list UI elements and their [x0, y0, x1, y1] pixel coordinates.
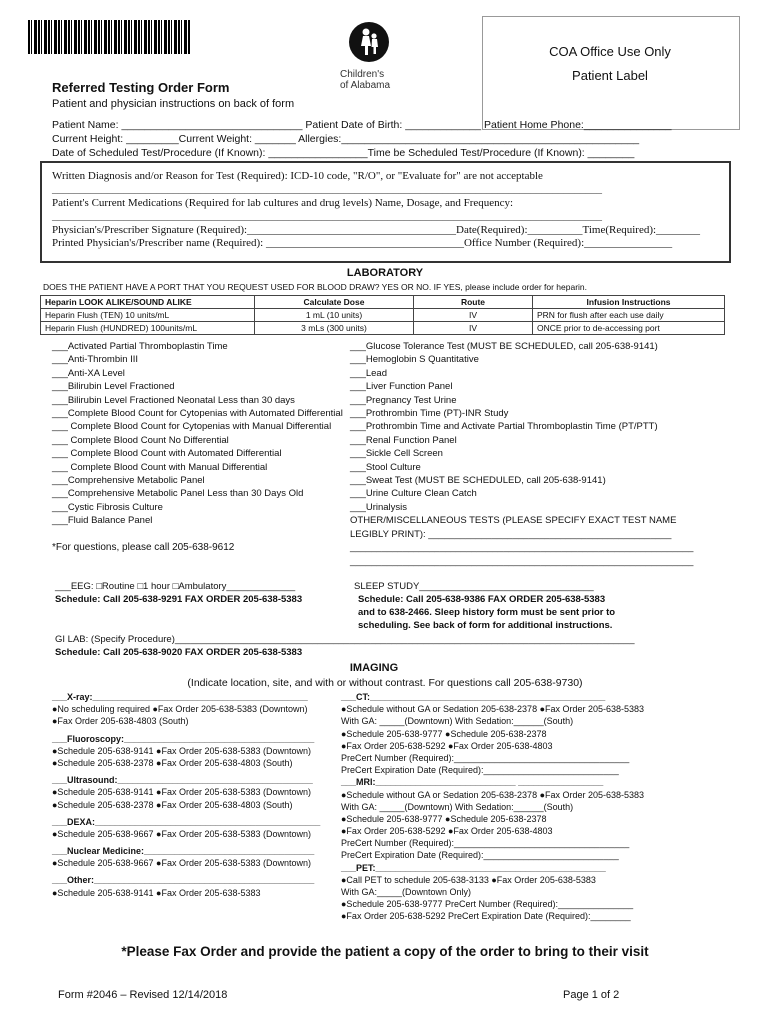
imaging-info-line: ●Schedule 205-638-9777 ●Schedule 205-638-2378 [341, 728, 547, 739]
logo-line-2: of Alabama [340, 80, 391, 91]
imaging-info-line: ●Schedule without GA or Sedation 205-638-2378 ●Fax Order 205-638-5383 [341, 789, 645, 800]
lab-test-item[interactable]: LEGIBLY PRINT): ______________________________________________ [350, 528, 672, 540]
lab-test-item[interactable]: ___Glucose Tolerance Test (MUST BE SCHEDULED, call 205-638-9141) [350, 341, 658, 352]
form-subtitle: Patient and physician instructions on back of form [52, 98, 295, 110]
imaging-order-field[interactable]: ___CT:_______________________________________________ [341, 692, 606, 702]
imaging-info-line: PreCert Number (Required):___________________________________ [341, 752, 630, 763]
imaging-info-line: PreCert Expiration Date (Required):___________________________ [341, 850, 619, 861]
table-header-row [41, 296, 725, 309]
lab-test-item[interactable]: ___Prothrombin Time and Activate Partial Thromboplastin Time (PT/PTT) [350, 421, 658, 433]
lab-test-item[interactable]: ___ Complete Blood Count with Manual Differential [52, 461, 268, 473]
table-cell: 1 mL (10 units) [255, 309, 414, 322]
lab-test-item[interactable]: ___Bilirubin Level Fractioned [52, 381, 175, 393]
table-header: Route [414, 296, 533, 309]
patient-info-line-2[interactable]: Current Height: _________Current Weight: _______ Allergies:___________________________________________________ [52, 133, 640, 145]
lab-test-item[interactable]: OTHER/MISCELLANEOUS TESTS (PLEASE SPECIFY EXACT TEST NAME [350, 515, 677, 527]
lab-test-item[interactable]: ___Pregnancy Test Urine [350, 394, 457, 406]
page-number: Page 1 of 2 [563, 989, 620, 1001]
imaging-info-line: ●No scheduling required ●Fax Order 205-638-5383 (Downtown) [52, 704, 308, 715]
laboratory-heading: LABORATORY [346, 267, 424, 279]
lab-test-item[interactable]: ___Urine Culture Clean Catch [350, 488, 477, 500]
imaging-info-line: ●Schedule 205-638-2378 ●Fax Order 205-638-4803 (South) [52, 757, 293, 768]
imaging-order-field[interactable]: ___Ultrasound:_______________________________________ [52, 775, 313, 786]
lab-test-item[interactable]: ___Renal Function Panel [350, 434, 457, 446]
lab-test-item[interactable]: ___Liver Function Panel [350, 381, 453, 393]
patient-info-line-3[interactable]: Date of Scheduled Test/Procedure (If Known): _________________Time be Scheduled Test/Procedure (If Known): ________ [52, 147, 635, 159]
lab-test-item[interactable]: ___ Complete Blood Count with Automated Differential [52, 448, 282, 460]
logo-text [340, 69, 410, 91]
imaging-info-line: ●Schedule 205-638-9141 ●Fax Order 205-638-5383 [52, 887, 261, 898]
lab-test-item[interactable]: ___Lead [350, 367, 387, 379]
table-cell: ONCE prior to de-accessing port [533, 322, 725, 335]
imaging-info-line: ●Schedule without GA or Sedation 205-638-2378 ●Fax Order 205-638-5383 [341, 704, 645, 715]
imaging-info-line: PreCert Expiration Date (Required):___________________________ [341, 765, 619, 776]
imaging-info-line: With GA: _____(Downtown) With Sedation:______(South) [341, 801, 574, 812]
signature-field[interactable]: Physician's/Prescriber Signature (Required):______________________________________Date(Required):__________Time(Required):________ [52, 224, 701, 236]
imaging-order-field[interactable]: ___Other:____________________________________________ [52, 875, 315, 886]
imaging-info-line: ●Schedule 205-638-9141 ●Fax Order 205-638-5383 (Downtown) [52, 787, 312, 798]
imaging-info-line: ●Call PET to schedule 205-638-3133 ●Fax Order 205-638-5383 [341, 874, 596, 885]
table-header: Infusion Instructions [533, 296, 725, 309]
imaging-order-field[interactable]: ___PET:______________________________________________ [341, 862, 606, 873]
imaging-order-field[interactable]: ___MRI:____________________________ _________________ [341, 777, 604, 788]
logo-line-1: Children's [340, 69, 385, 80]
patient-label: Patient Label [572, 68, 648, 83]
lab-test-item[interactable]: ___Comprehensive Metabolic Panel Less than 30 Days Old [52, 488, 304, 500]
imaging-info-line: PreCert Number (Required):___________________________________ [341, 838, 630, 849]
eeg-schedule: Schedule: Call 205-638-9291 FAX ORDER 205-638-5383 [55, 594, 303, 605]
imaging-heading: IMAGING [349, 662, 399, 674]
eeg-line[interactable]: ___EEG: □Routine □1 hour □Ambulatory_____________ [55, 581, 296, 592]
diagnosis-field[interactable]: Written Diagnosis and/or Reason for Test (Required): ICD-10 code, "R/O", or "Evaluate for" are not acceptable [52, 170, 543, 182]
imaging-order-field[interactable]: ___Fluoroscopy:______________________________________ [52, 733, 315, 744]
patient-info-line-1[interactable]: Patient Name: _______________________________ Patient Date of Birth: _____________ Patient Home Phone:_______________ [52, 119, 672, 131]
lab-test-item[interactable]: ___Sickle Cell Screen [350, 448, 443, 460]
lab-test-item[interactable]: _________________________________________________________________ [350, 542, 694, 554]
lab-test-item[interactable]: ___Urinalysis [350, 501, 408, 513]
gi-lab-line[interactable]: GI LAB: (Specify Procedure)_______________________________________________________________________________________ [55, 634, 635, 645]
lab-test-item[interactable]: ___Cystic Fibrosis Culture [52, 501, 163, 513]
lab-test-item[interactable]: ___Complete Blood Count for Cytopenias with Automated Differential [52, 408, 343, 420]
imaging-order-field[interactable]: ___X-ray:___________________________________________ [52, 692, 308, 702]
barcode [28, 20, 190, 54]
imaging-right-column [341, 691, 644, 923]
lab-test-item[interactable]: ___ Complete Blood Count No Differential [52, 434, 229, 446]
imaging-info-line: ●Schedule 205-638-9667 ●Fax Order 205-638-5383 (Downtown) [52, 828, 312, 839]
imaging-info-line: ●Fax Order 205-638-5292 ●Fax Order 205-638-4803 [341, 740, 553, 751]
lab-test-item[interactable]: ___Activated Partial Thromboplastin Time [52, 341, 228, 352]
imaging-info-line: With GA:_____(Downtown Only) [341, 887, 472, 897]
table-cell: 3 mLs (300 units) [255, 322, 414, 335]
table-cell: Heparin Flush (TEN) 10 units/mL [41, 309, 255, 322]
sleep-schedule-3: scheduling. See back of form for additional instructions. [358, 620, 613, 631]
table-row [41, 322, 725, 335]
table-cell: IV [414, 322, 533, 335]
medications-blank: ____________________________________________________________________________________________________ [52, 210, 602, 222]
medications-field[interactable]: Patient's Current Medications (Required for lab cultures and drug levels) Name, Dosage, and Frequency: [52, 197, 514, 209]
imaging-info-line: ●Schedule 205-638-9777 ●Schedule 205-638-2378 [341, 813, 547, 824]
imaging-info-line: ●Schedule 205-638-9777 PreCert Number (Required):_______________ [341, 899, 634, 910]
table-row [41, 309, 725, 322]
sleep-schedule-1: Schedule: Call 205-638-9386 FAX ORDER 205-638-5383 [358, 594, 606, 605]
table-header: Heparin LOOK ALIKE/SOUND ALIKE [41, 296, 255, 309]
lab-test-item[interactable]: ___Anti-XA Level [52, 367, 125, 379]
imaging-order-field[interactable]: ___Nuclear Medicine:__________________________________ [52, 846, 315, 857]
table-cell: PRN for flush after each use daily [533, 309, 725, 322]
gi-schedule: Schedule: Call 205-638-9020 FAX ORDER 205-638-5383 [55, 647, 303, 658]
imaging-info-line: ●Fax Order 205-638-4803 (South) [52, 716, 189, 727]
form-title: Referred Testing Order Form [52, 80, 230, 95]
lab-test-item[interactable]: ___ Complete Blood Count for Cytopenias with Manual Differential [52, 421, 332, 433]
table-cell: IV [414, 309, 533, 322]
heparin-table [40, 295, 725, 335]
imaging-info-line: ●Schedule 205-638-9667 ●Fax Order 205-638-5383 (Downtown) [52, 858, 312, 869]
printed-name-field[interactable]: Printed Physician's/Prescriber name (Required): ____________________________________Office Number (Required):________________ [52, 237, 673, 249]
lab-test-item[interactable]: ___Stool Culture [350, 461, 421, 473]
sleep-study-line[interactable]: SLEEP STUDY_________________________________ [354, 581, 594, 592]
imaging-info-line: ●Fax Order 205-638-5292 PreCert Expiration Date (Required):________ [341, 911, 631, 922]
sleep-schedule-2: and to 638-2466. Sleep history form must be sent prior to [358, 607, 616, 618]
fax-order-notice: *Please Fax Order and provide the patient a copy of the order to bring to their visit [121, 944, 649, 959]
right-test-list [350, 340, 693, 568]
lab-test-item[interactable]: _________________________________________________________________ [350, 555, 694, 567]
lab-test-item[interactable]: ___Bilirubin Level Fractioned Neonatal Less than 30 days [52, 394, 295, 406]
childrens-logo-icon [349, 22, 389, 62]
lab-test-item[interactable]: ___Sweat Test (MUST BE SCHEDULED, call 205-638-9141) [350, 475, 606, 487]
lab-test-item[interactable]: ___Comprehensive Metabolic Panel [52, 475, 205, 487]
form-number: Form #2046 – Revised 12/14/2018 [58, 989, 228, 1001]
questions-phone: *For questions, please call 205-638-9612 [52, 542, 235, 553]
lab-test-item[interactable]: ___Anti-Thrombin III [52, 354, 139, 366]
imaging-info-line: With GA: _____(Downtown) With Sedation:______(South) [341, 716, 574, 727]
coa-title: COA Office Use Only [549, 44, 671, 59]
port-question: DOES THE PATIENT HAVE A PORT THAT YOU REQUEST USED FOR BLOOD DRAW? YES OR NO. IF YES, please include order for heparin. [43, 282, 588, 292]
imaging-info-line: ●Schedule 205-638-9141 ●Fax Order 205-638-5383 (Downtown) [52, 745, 312, 756]
table-header: Calculate Dose [255, 296, 414, 309]
diagnosis-blank: ____________________________________________________________________________________________________ [52, 183, 602, 195]
imaging-info-line: ●Schedule 205-638-2378 ●Fax Order 205-638-4803 (South) [52, 799, 293, 810]
lab-test-item[interactable]: ___Fluid Balance Panel [52, 515, 153, 527]
left-test-list [52, 340, 343, 528]
imaging-left-column [52, 691, 320, 899]
imaging-instructions: (Indicate location, site, and with or without contrast. For questions call 205-638-9730) [187, 677, 583, 689]
table-cell: Heparin Flush (HUNDRED) 100units/mL [41, 322, 255, 335]
imaging-info-line: ●Fax Order 205-638-5292 ●Fax Order 205-638-4803 [341, 826, 553, 837]
imaging-order-field[interactable]: ___DEXA:_____________________________________________ [52, 816, 321, 827]
lab-test-item[interactable]: ___Prothrombin Time (PT)-INR Study [350, 408, 509, 420]
lab-test-item[interactable]: ___Hemoglobin S Quantitative [350, 354, 479, 366]
